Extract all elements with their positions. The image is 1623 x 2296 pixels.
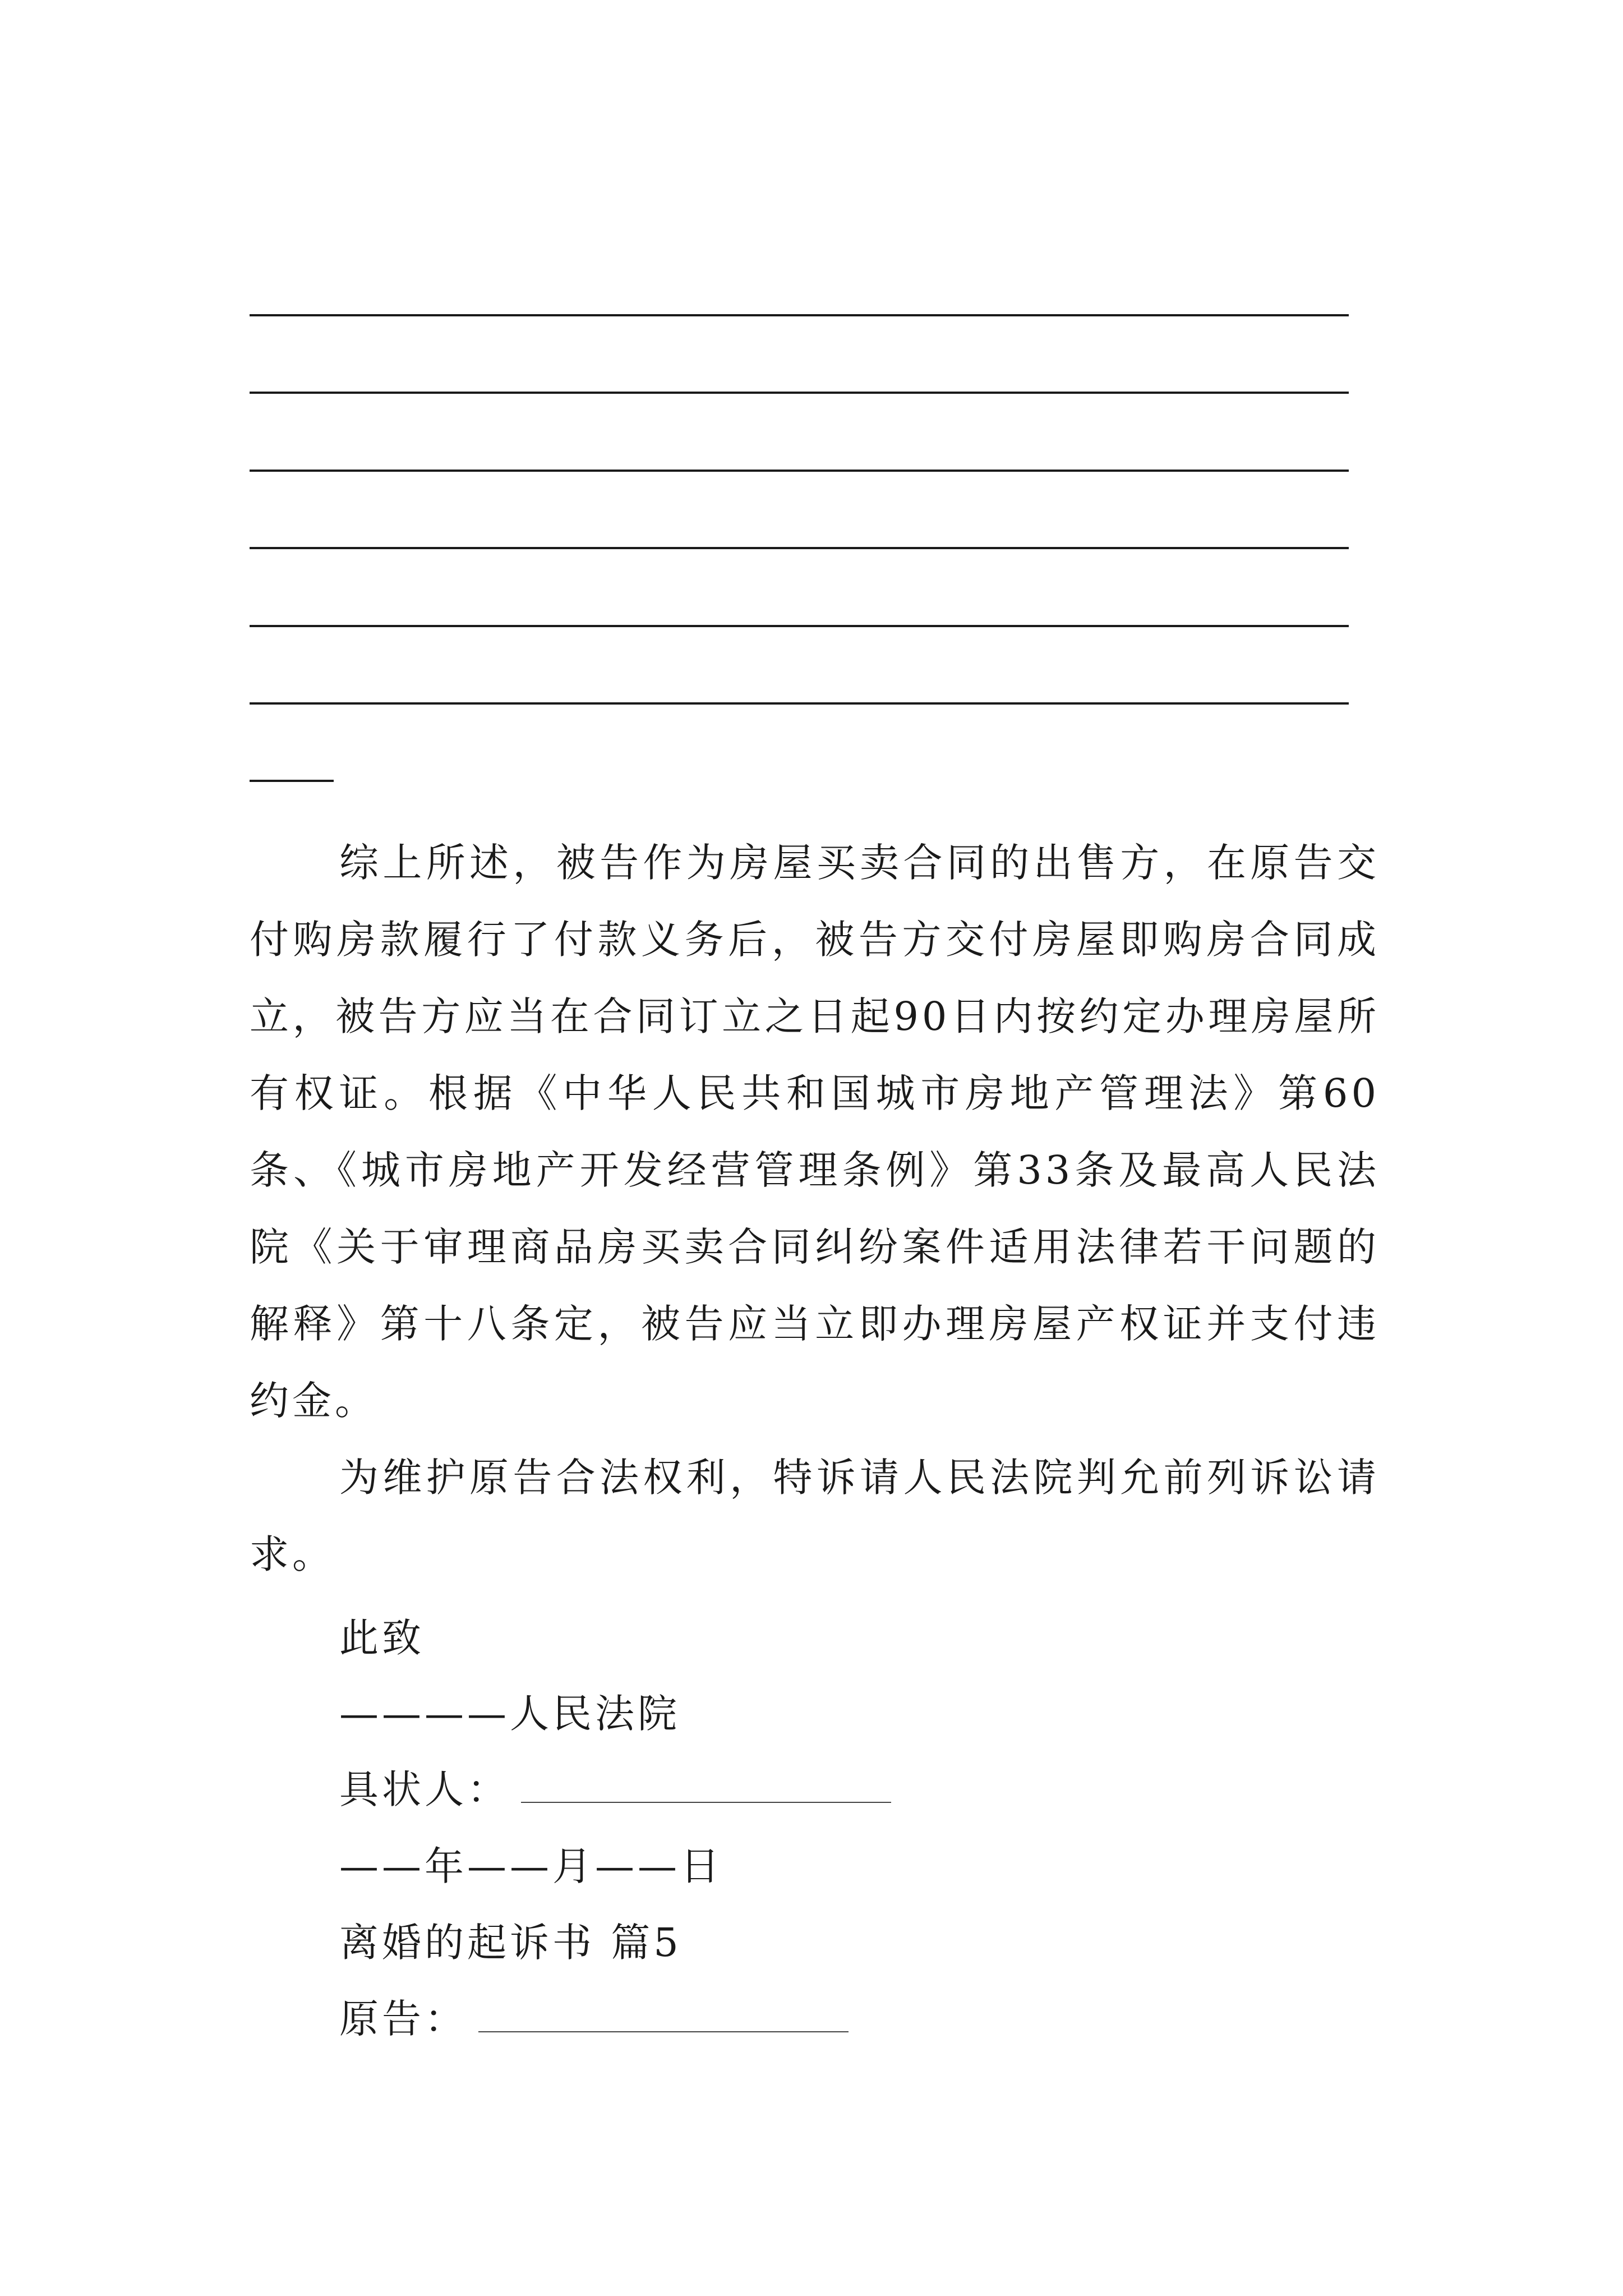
blank-rule-line — [250, 314, 1349, 316]
salutation: 此致 — [339, 1615, 425, 1661]
next-section-title: 离婚的起诉书 篇5 — [339, 1920, 682, 1966]
plaintiff-label: 原告： — [339, 1996, 467, 2042]
signer-line — [339, 1761, 891, 1818]
plaintiff-line — [339, 1991, 849, 2047]
blank-rule-line-short — [250, 780, 334, 782]
body-text — [250, 825, 1380, 1593]
signer-label: 具状人： — [339, 1766, 510, 1812]
conclusion-paragraph: 综上所述，被告作为房屋买卖合同的出售方，在原告交付购房款履行了付款义务后，被告方交付房屋即购房合同成立，被告方应当在合同订立之日起90日内按约定办理房屋所有权证。根据《中华人民共和国城市房地产管理法》第60条、《城市房地产开发经营管理条例》第33条及最高人民法院《关于审理商品房买卖合同纠纷案件适用法律若干问题的解释》第十八条定，被告应当立即办理房屋产权证并支付违约金。 — [250, 840, 1380, 1424]
blank-rule-line — [250, 470, 1349, 472]
blank-rule-line — [250, 625, 1349, 627]
date-line: ——年——月——日 — [339, 1843, 723, 1889]
signer-blank — [521, 1767, 891, 1803]
plaintiff-blank — [478, 1996, 849, 2032]
request-paragraph: 为维护原告合法权利，特诉请人民法院判允前列诉讼请求。 — [250, 1455, 1380, 1577]
court-name: ————人民法院 — [339, 1691, 680, 1737]
blank-rule-line — [250, 392, 1349, 394]
blank-rule-line — [250, 547, 1349, 549]
blank-rule-line — [250, 702, 1349, 705]
